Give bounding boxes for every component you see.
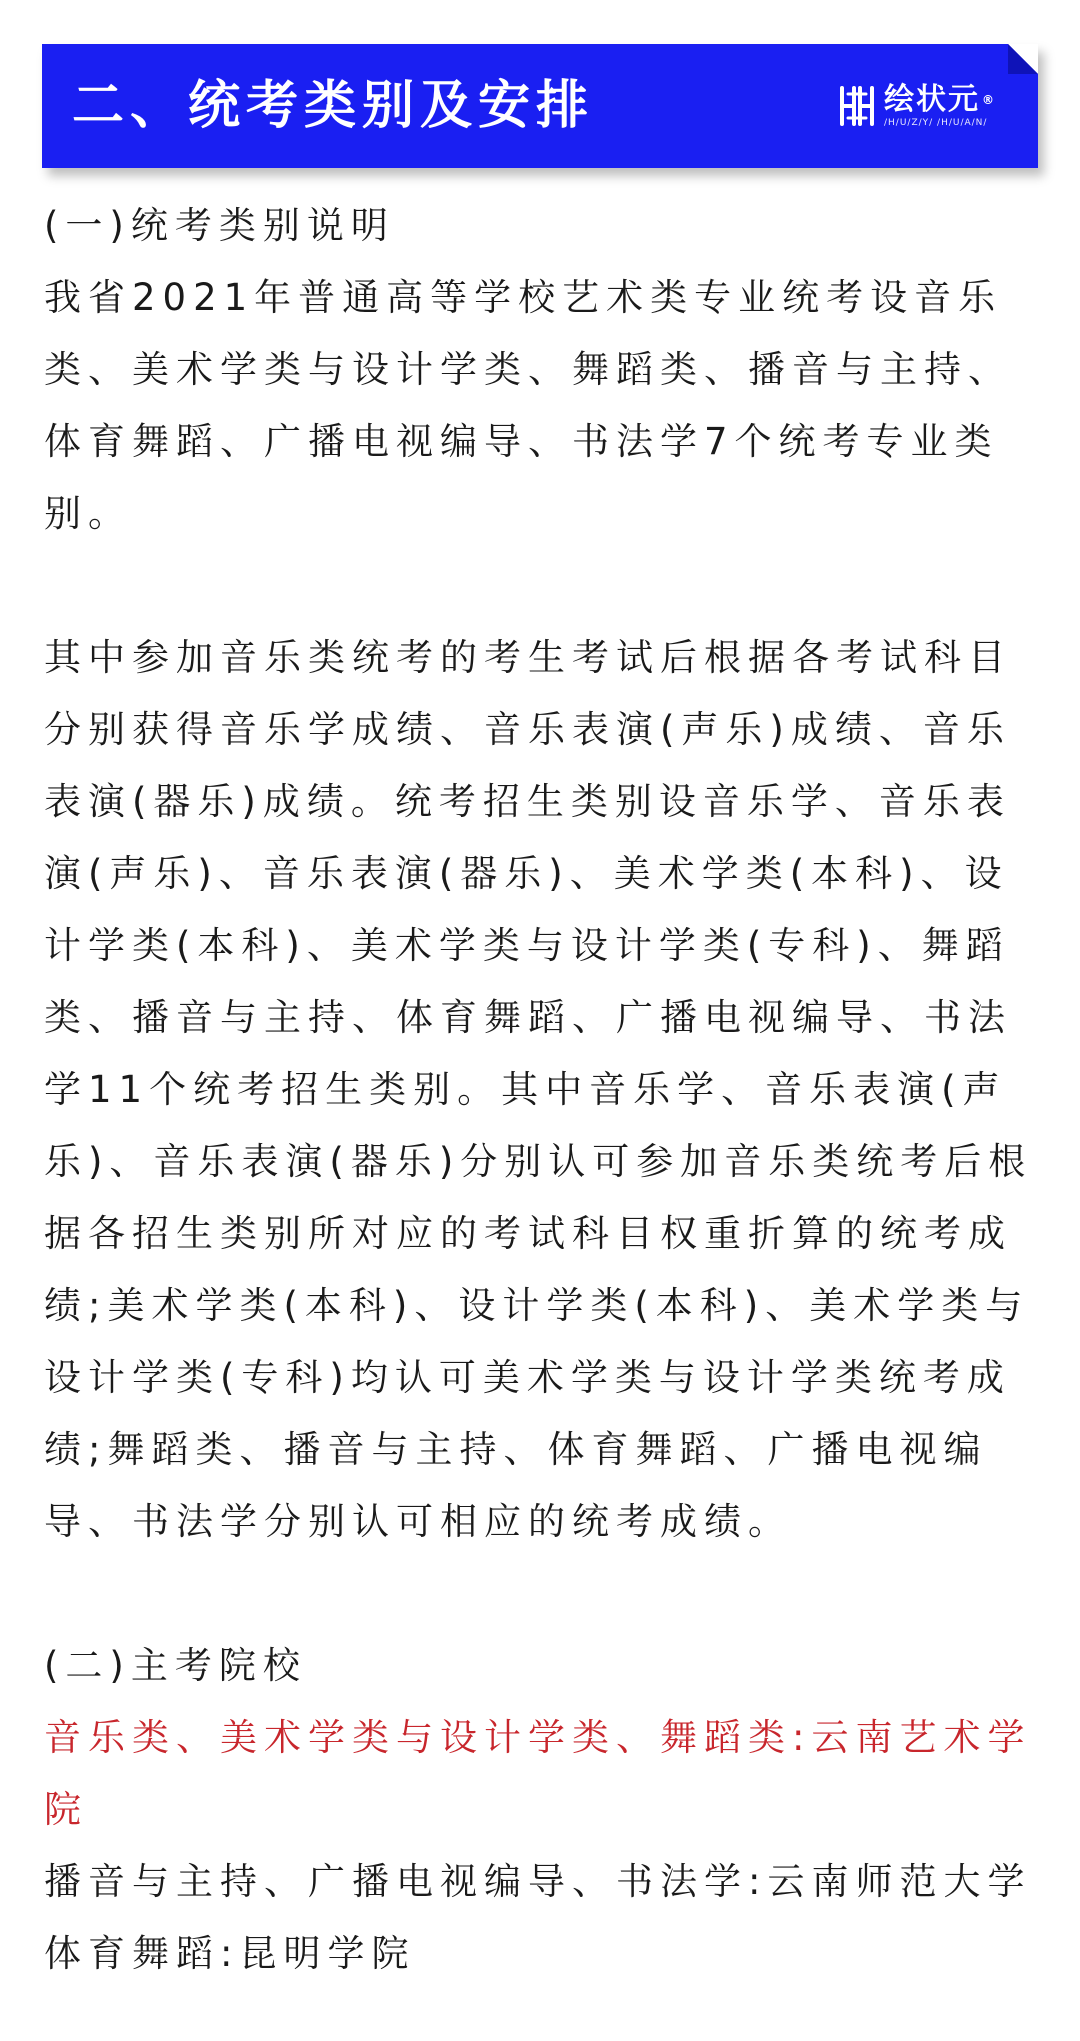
paragraph-spacer xyxy=(44,1558,1040,1630)
paragraph-music-details: 其中参加音乐类统考的考生考试后根据各考试科目分别获得音乐学成绩、音乐表演(声乐)成绩、音乐表演(器乐)成绩。统考招生类别设音乐学、音乐表演(声乐)、音乐表演(器乐)、美术学类(本科)、设计学类(本科)、美术学类与设计学类(专科)、舞蹈类、播音与主持、体育舞蹈、广播电视编导、书法学11个统考招生类别。其中音乐学、音乐表演(声乐)、音乐表演(器乐)分别认可参加音乐类统考后根据各招生类别所对应的考试科目权重折算的统考成绩;美术学类(本科)、设计学类(本科)、美术学类与设计学类(专科)均认可美术学类与设计学类统考成绩;舞蹈类、播音与主持、体育舞蹈、广播电视编导、书法学分别认可相应的统考成绩。 xyxy=(44,636,1033,1543)
brand-registered-mark: ® xyxy=(982,93,996,107)
page-title: 二、统考类别及安排 xyxy=(72,76,595,136)
corner-fold-shade xyxy=(1008,44,1038,74)
brand-subtitle: /H/U/Z/Y/ /H/U/A/N/ xyxy=(884,118,988,128)
section-heading-category: (一)统考类别说明 xyxy=(44,204,395,247)
brand-logo xyxy=(838,78,996,134)
institution-line-highlighted: 音乐类、美术学类与设计学类、舞蹈类:云南艺术学院 xyxy=(44,1716,1032,1831)
brand-logo-icon xyxy=(838,84,876,128)
institution-line: 播音与主持、广播电视编导、书法学:云南师范大学体育舞蹈:昆明学院 xyxy=(44,1860,1032,1975)
brand-text xyxy=(884,83,996,129)
header-banner xyxy=(42,44,1038,168)
paragraph-categories-overview: 我省2021年普通高等学校艺术类专业统考设音乐类、美术学类与设计学类、舞蹈类、播音与主持、体育舞蹈、广播电视编导、书法学7个统考专业类别。 xyxy=(44,276,1012,535)
section-heading-institutions: (二)主考院校 xyxy=(44,1644,307,1687)
brand-name: 绘状元 xyxy=(884,82,980,117)
paragraph-spacer xyxy=(44,550,1040,622)
article-body xyxy=(44,190,1040,1990)
